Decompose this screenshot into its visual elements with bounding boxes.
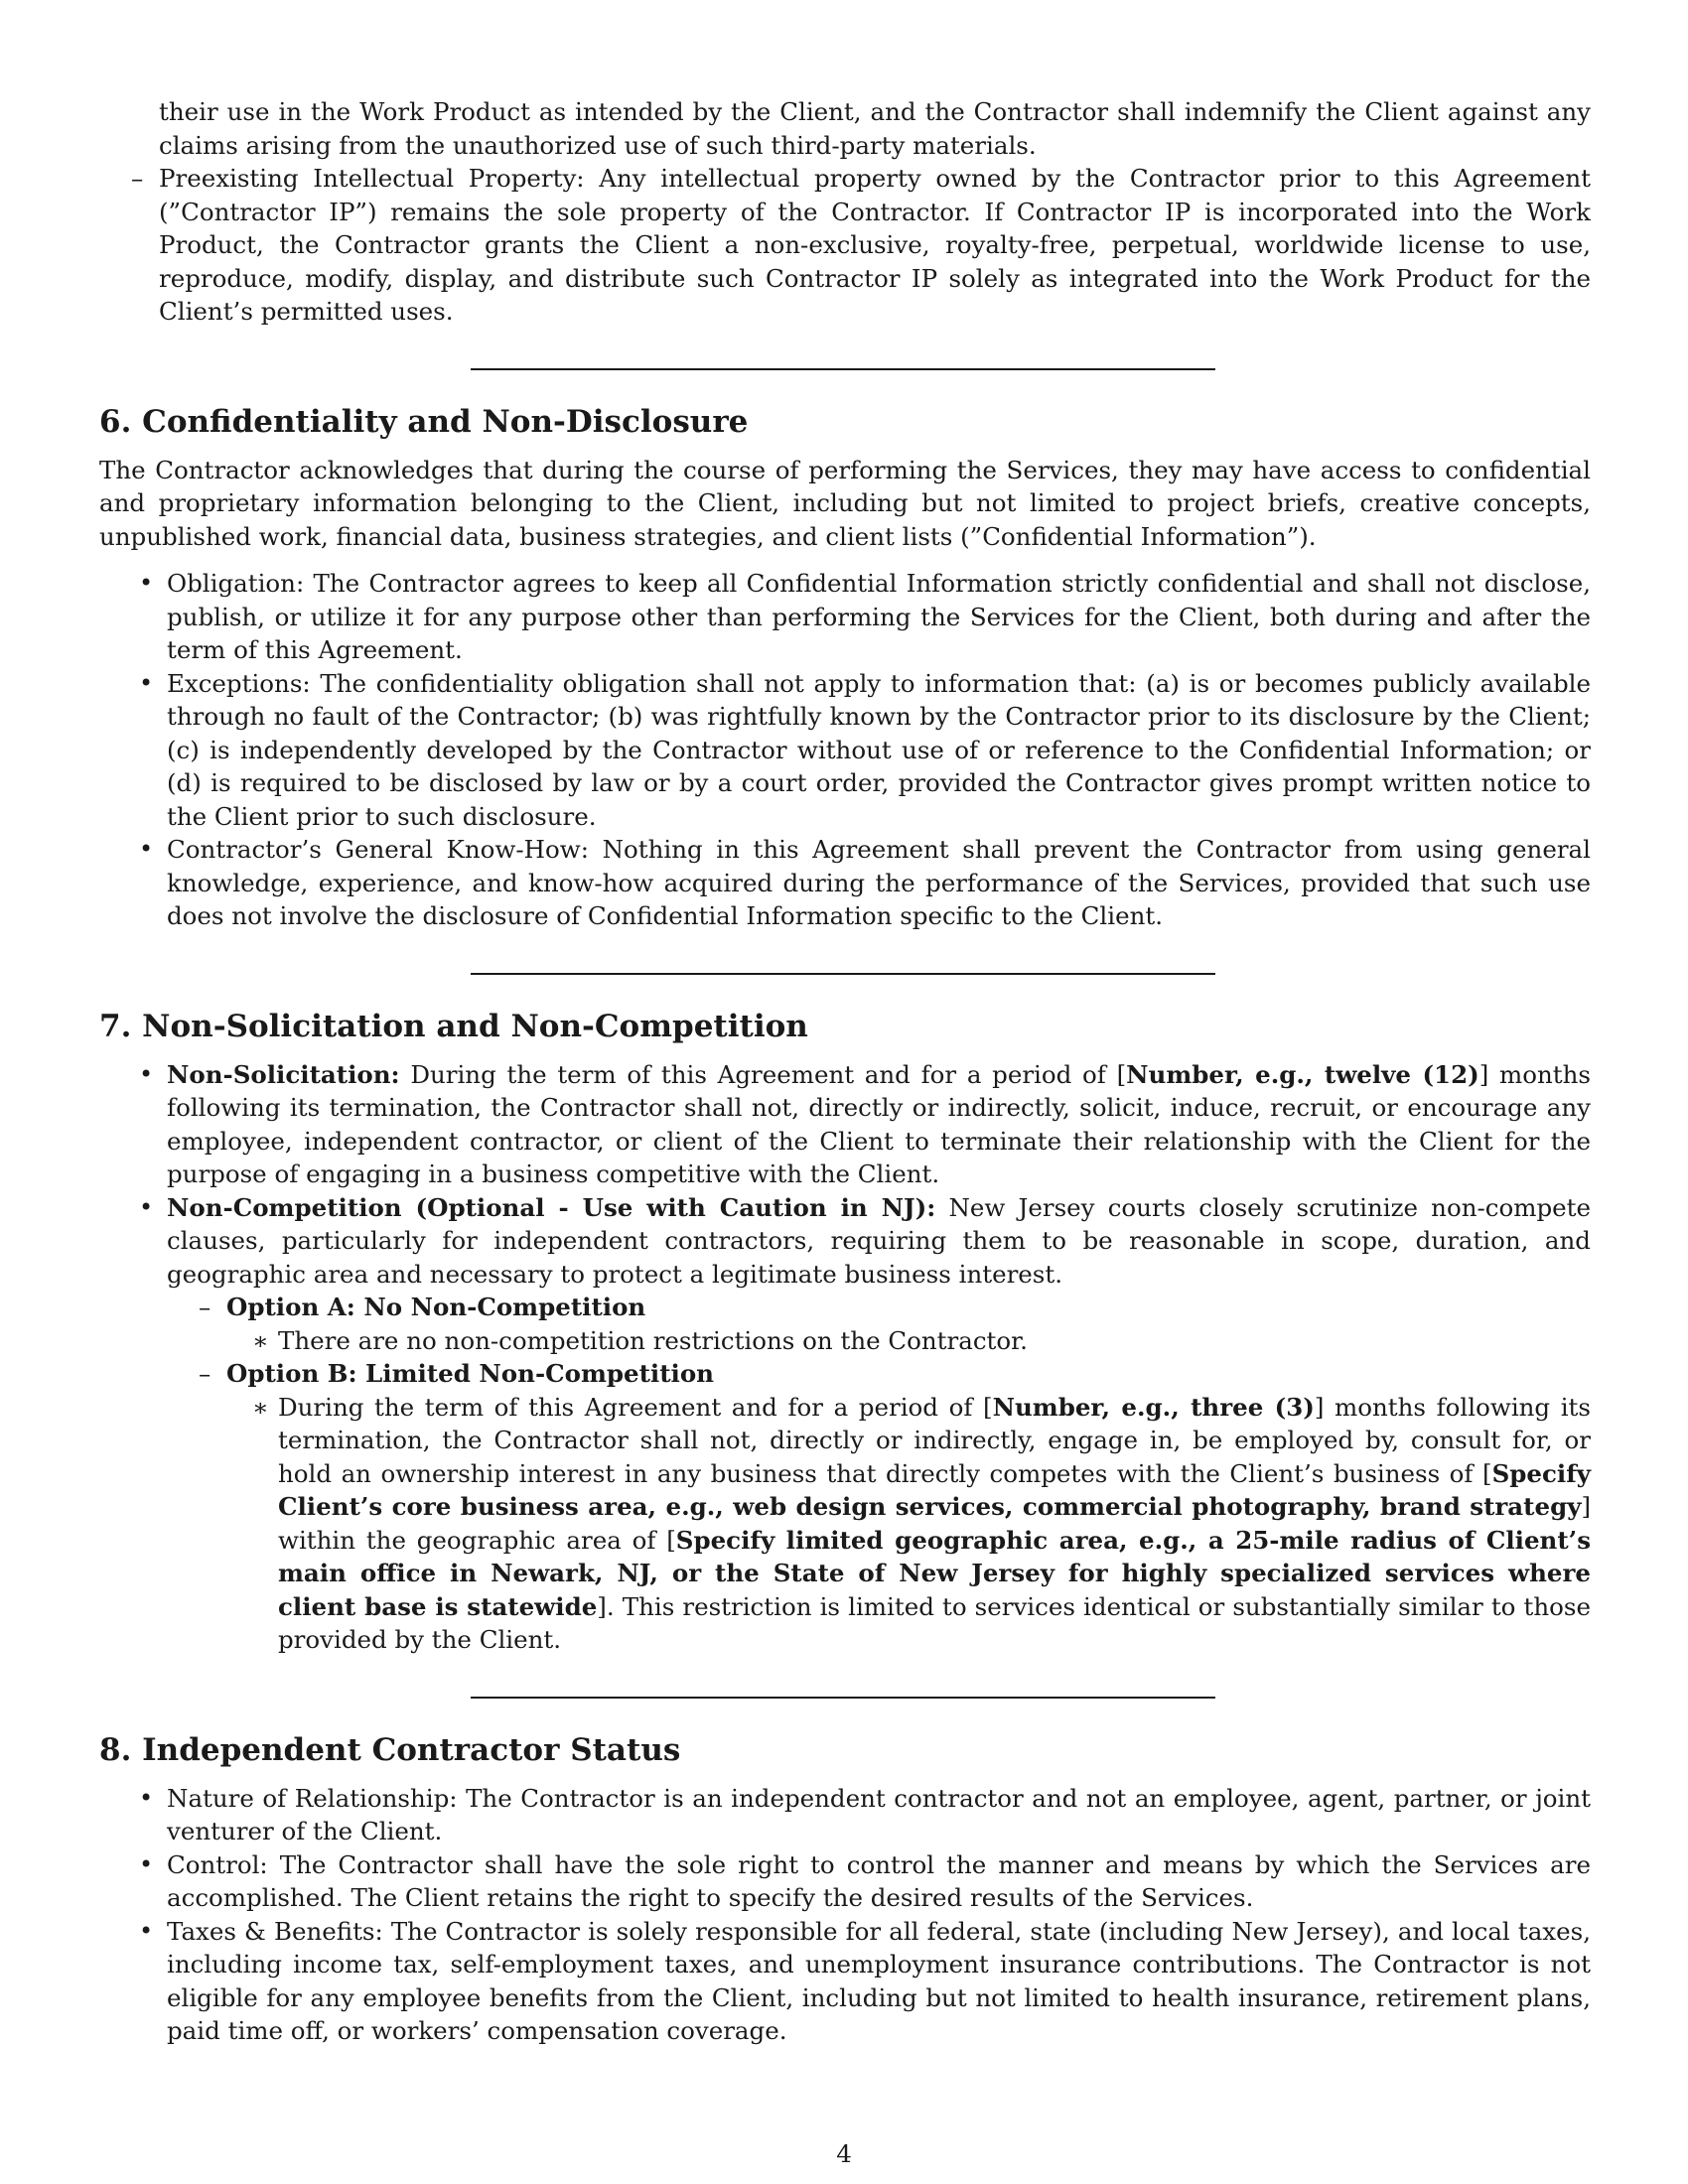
option-b-text: ∗ During the term of this Agreement and for a period of [Number, e.g., three (3)] months following its termination, the Contractor shall not, directly or indirectly, engage in, be employed by, consult for, or hold an ownership interest in any business that directly competes with the Client’s business of [Specify Client’s core business area, e.g., web design services, commercial photography, brand strategy] within the geographic area of [Specify limited geographic area, e.g., a 25-mile radius of Client’s main office in Newark, NJ, or the State of New Jersey for highly specialized services where client base is statewide]. This restriction is limited to services identical or substantially similar to those provided by the Client. [99,1391,1591,1657]
list-item-non-competition: • Non-Competition (Optional - Use with Caution in NJ): New Jersey courts closely scrutinize non-compete clauses, particularly for independent contractors, requiring them to be reasonable in scope, duration, and geographic area and necessary to protect a legitimate business interest. – Option A: No Non-Competition ∗ There are no non-competition restrictions on the Contractor. – Option B: Limited Non-Competition ∗ During the term of this Agreement and for a period of [Number, e.g., three (3)] months following its termination, the Contractor shall not, directly or indirectly, engage in, be employed by, consult for, or hold an ownership interest in any business that directly competes with the Client’s business of [Specify Client’s core business area, e.g., web design services, commercial photography, brand strategy] within the geographic area of [Specify limited geographic area, e.g., a 25-mile radius of Client’s main office in Newark, NJ, or the State of New Jersey for highly specialized services where client base is statewide]. This restriction is limited to services identical or substantially similar to those provided by the Client. [99,1191,1591,1657]
non-compete-options [99,1291,1591,1657]
list-item-control: • Control: The Contractor shall have the sole right to control the manner and means by which the Services are accomplished. The Client retains the right to specify the desired results of the Services. [99,1848,1591,1915]
list-item-obligation: • Obligation: The Contractor agrees to keep all Confidential Information strictly confidential and shall not disclose, publish, or utilize it for any purpose other than performing the Services for the Client, both during and after the term of this Agreement. [99,567,1591,667]
section-8-list [99,1782,1591,2048]
option-b: – Option B: Limited Non-Competition ∗ During the term of this Agreement and for a period of [Number, e.g., three (3)] months following its termination, the Contractor shall not, directly or indirectly, engage in, be employed by, consult for, or hold an ownership interest in any business that directly competes with the Client’s business of [Specify Client’s core business area, e.g., web design services, commercial photography, brand strategy] within the geographic area of [Specify limited geographic area, e.g., a 25-mile radius of Client’s main office in Newark, NJ, or the State of New Jersey for highly specialized services where client base is statewide]. This restriction is limited to services identical or substantially similar to those provided by the Client. [99,1357,1591,1657]
option-a-detail [99,1324,1591,1358]
list-item-non-solicitation: • Non-Solicitation: During the term of this Agreement and for a period of [Number, e.g., twelve (12)] months following its termination, the Contractor shall not, directly or indirectly, solicit, induce, recruit, or encourage any employee, independent contractor, or client of the Client to terminate their relationship with the Client for the purpose of engaging in a business competitive with the Client. [99,1058,1591,1191]
section-6-list [99,567,1591,933]
section-divider [471,1697,1215,1699]
section-heading-8: 8. Independent Contractor Status [99,1731,681,1768]
section-divider [471,368,1215,370]
option-a-text: ∗ There are no non-competition restrictions on the Contractor. [99,1324,1591,1358]
page-number: 4 [836,2139,852,2168]
ip-sublist-2 [99,162,1591,329]
continuation-paragraph: their use in the Work Product as intended by the Client, and the Contractor shall indemnify the Client against any claims arising from the unauthorized use of such third-party materials. [159,97,1591,160]
preexisting-ip-item: – Preexisting Intellectual Property: Any intellectual property owned by the Contractor prior to this Agreement (”Contractor IP”) remains the sole property of the Contractor. If Contractor IP is incorporated into the Work Product, the Contractor grants the Client a non-exclusive, royalty-free, perpetual, worldwide license to use, reproduce, modify, display, and distribute such Contractor IP solely as integrated into the Work Product for the Client’s permitted uses. [99,162,1591,329]
list-item-exceptions: • Exceptions: The confidentiality obligation shall not apply to information that: (a) is or becomes publicly available through no fault of the Contractor; (b) was rightfully known by the Contractor prior to its disclosure by the Client; (c) is independently developed by the Contractor without use of or reference to the Confidential Information; or (d) is required to be disclosed by law or by a court order, provided the Contractor gives prompt written notice to the Client prior to such disclosure. [99,667,1591,834]
ip-sublist [99,95,1591,162]
section-heading-7: 7. Non-Solicitation and Non-Competition [99,1008,808,1044]
option-b-detail [99,1391,1591,1657]
list-item-taxes: • Taxes & Benefits: The Contractor is solely responsible for all federal, state (including New Jersey), and local taxes, including income tax, self-employment taxes, and unemployment insurance contributions. The Contractor is not eligible for any employee benefits from the Client, including but not limited to health insurance, retirement plans, paid time off, or workers’ compensation coverage. [99,1915,1591,2048]
list-item-nature: • Nature of Relationship: The Contractor is an independent contractor and not an employee, agent, partner, or joint venturer of the Client. [99,1782,1591,1848]
section-6-intro: The Contractor acknowledges that during the course of performing the Services, they may have access to confidential and proprietary information belonging to the Client, including but not limited to project briefs, creative concepts, unpublished work, financial data, business strategies, and client lists (”Confidential Information”). [99,455,1591,551]
section-7-list [99,1058,1591,1657]
option-a: – Option A: No Non-Competition ∗ There are no non-competition restrictions on the Contractor. [99,1291,1591,1357]
section-heading-6: 6. Confidentiality and Non-Disclosure [99,403,749,440]
document-page [99,95,1591,2048]
list-item-know-how: • Contractor’s General Know-How: Nothing in this Agreement shall prevent the Contractor from using general knowledge, experience, and know-how acquired during the performance of the Services, provided that such use does not involve the disclosure of Confidential Information specific to the Client. [99,833,1591,933]
section-divider [471,973,1215,975]
